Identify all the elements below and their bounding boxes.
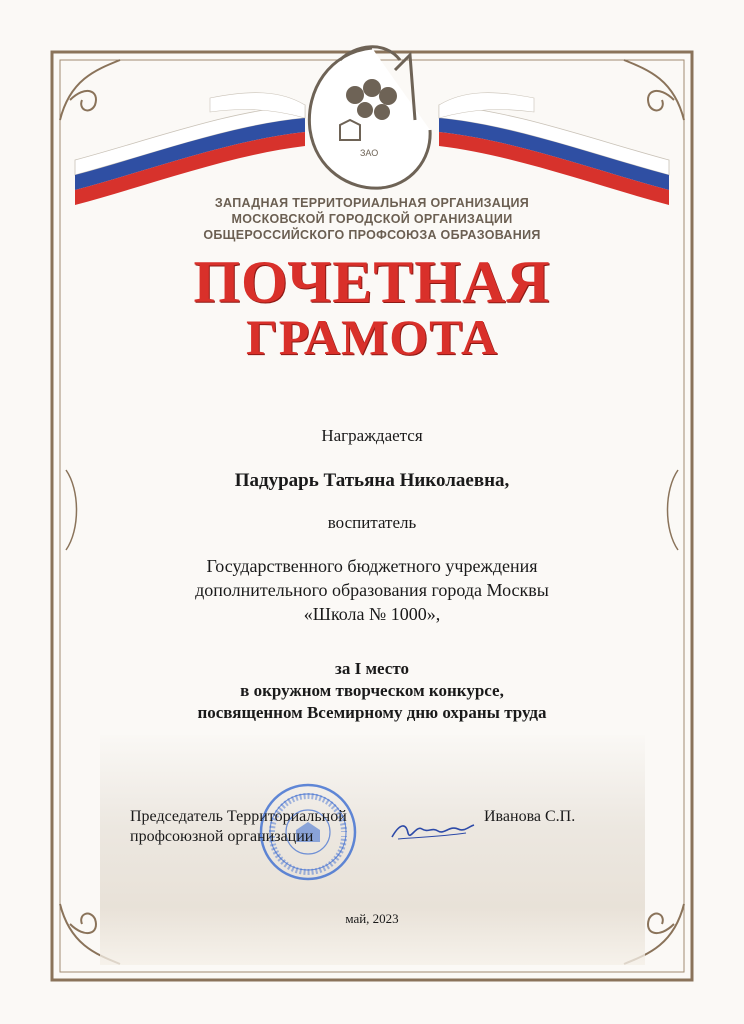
- emblem-label: ЗАО: [360, 148, 379, 158]
- issue-date: май, 2023: [345, 911, 399, 926]
- signatory-title-line: Председатель Территориальной: [130, 808, 347, 825]
- recipient-position: воспитатель: [327, 513, 417, 532]
- signatory-title: [130, 807, 347, 847]
- title-line-1: ПОЧЕТНАЯ: [193, 249, 551, 315]
- reason-line: в окружном творческом конкурсе,: [240, 681, 504, 700]
- union-name-line: ОБЩЕРОССИЙСКОГО ПРОФСОЮЗА ОБРАЗОВАНИЯ: [203, 228, 541, 242]
- reason-line: посвященном Всемирному дню охраны труда: [197, 703, 547, 722]
- signatory-title-line: профсоюзной организации: [130, 828, 314, 845]
- recipient-name: Падурарь Татьяна Николаевна,: [234, 470, 510, 491]
- handwritten-signature: [388, 815, 478, 845]
- flag-ribbon-left: [75, 93, 305, 205]
- organization-line: «Школа № 1000»,: [303, 604, 441, 624]
- title-line-2: ГРАМОТА: [245, 309, 499, 365]
- awarded-label: Награждается: [321, 426, 423, 445]
- award-reason: [0, 658, 744, 724]
- union-emblem: [309, 47, 430, 188]
- flag-ribbon-right: [439, 93, 669, 205]
- union-name-line: МОСКОВСКОЙ ГОРОДСКОЙ ОРГАНИЗАЦИИ: [231, 212, 513, 226]
- city-background-image: [100, 735, 645, 965]
- reason-line: за I место: [335, 659, 409, 678]
- organization-line: Государственного бюджетного учреждения: [206, 556, 538, 576]
- organization: [0, 554, 744, 626]
- organization-line: дополнительного образования города Москвы: [195, 580, 549, 600]
- signatory-name: Иванова С.П.: [484, 808, 576, 825]
- union-name: [0, 195, 744, 243]
- union-name-line: ЗАПАДНАЯ ТЕРРИТОРИАЛЬНАЯ ОРГАНИЗАЦИЯ: [214, 196, 530, 210]
